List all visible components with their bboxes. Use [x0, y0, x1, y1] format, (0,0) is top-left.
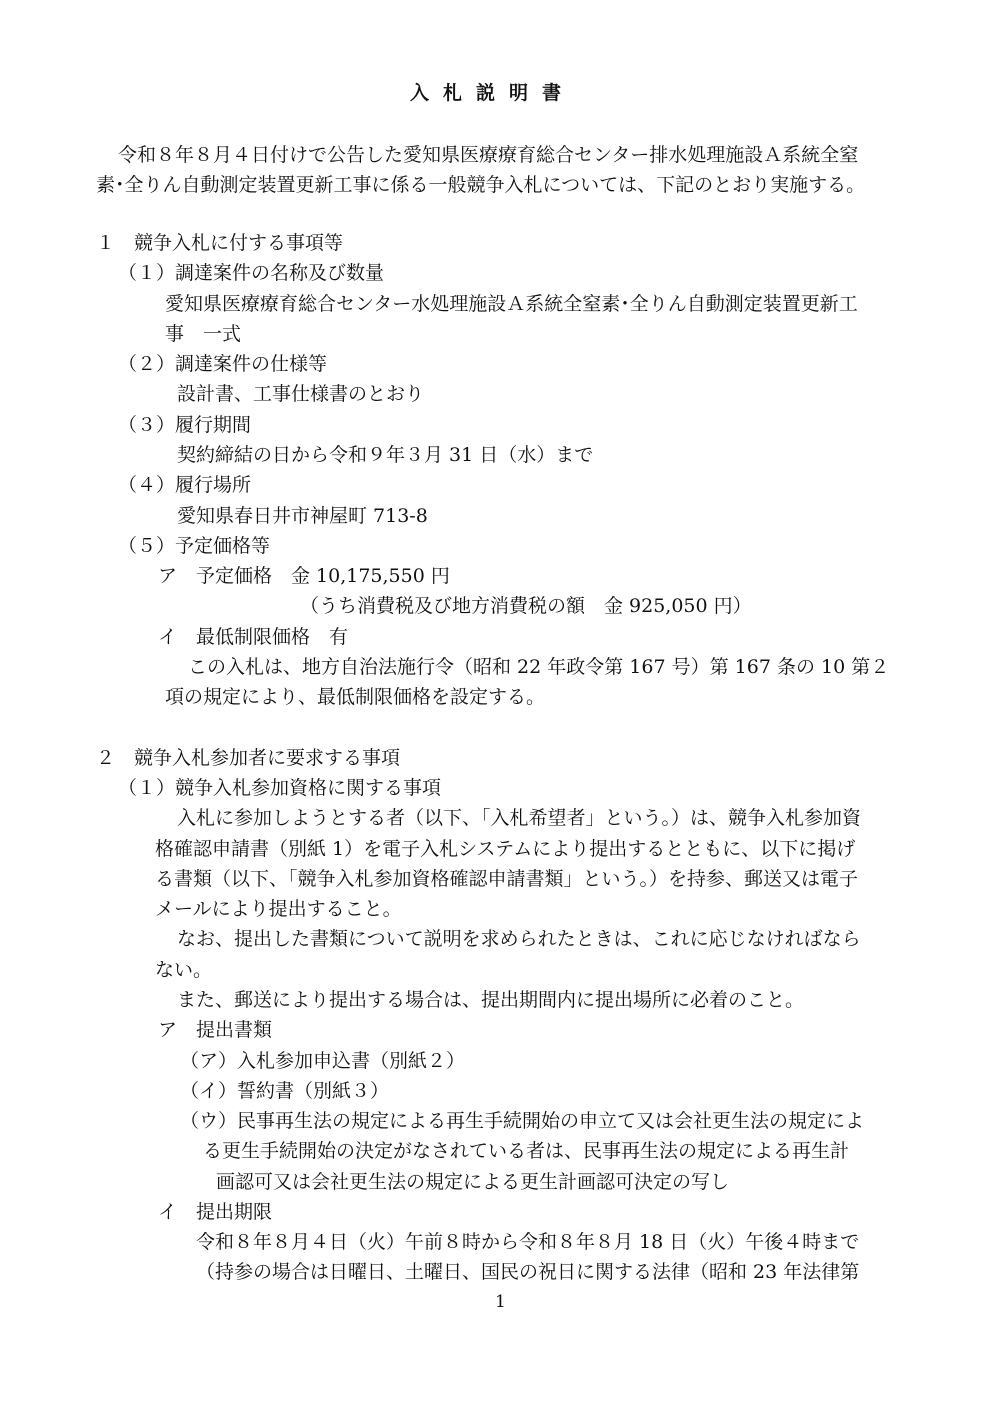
s2-item1-head: （１）競争入札参加資格に関する事項	[118, 777, 442, 799]
s2-para2-line-2: ない。	[155, 959, 213, 981]
s2-para1-line-3: る書類（以下、「競争入札参加資格確認申請書類」という。）を持参、郵送又は電子	[155, 868, 859, 890]
s1-item5-min-body-1: この入札は、地方自治法施行令（昭和 22 年政令第 167 号）第 167 条の 10 第２	[188, 656, 890, 678]
s2-a3-line-2: る更生手続開始の決定がなされている者は、民事再生法の規定による再生計	[203, 1140, 850, 1162]
s2-a2: （イ）誓約書（別紙３）	[180, 1080, 390, 1102]
intro-line-1: 令和８年８月４日付けで公告した愛知県医療療育総合センター排水処理施設Ａ系統全窒	[118, 144, 859, 166]
s2-para1-line-1: 入札に参加しようとする者（以下、「入札希望者」という。）は、競争入札参加資	[177, 807, 862, 829]
s2-para1-line-2: 格確認申請書（別紙 1）を電子入札システムにより提出するとともに、以下に掲げ	[155, 838, 856, 860]
s1-item5-tax: （うち消費税及び地方消費税の額 金 925,050 円）	[300, 595, 752, 617]
document-title: 入札説明書	[410, 82, 576, 104]
s2-para3: また、郵送により提出する場合は、提出期間内に提出場所に必着のこと。	[177, 989, 805, 1011]
s2-i-body-1: 令和８年８月４日（火）午前８時から令和８年８月 18 日（火）午後４時まで	[196, 1231, 860, 1253]
s2-a-head: ア 提出書類	[158, 1019, 273, 1041]
s1-item5-min-body-2: 項の規定により、最低制限価格を設定する。	[165, 686, 546, 708]
s1-item2-head: （２）調達案件の仕様等	[118, 353, 328, 375]
s2-a3-line-1: （ウ）民事再生法の規定による再生手続開始の申立て又は会社更生法の規定によ	[180, 1110, 865, 1132]
s2-a3-line-3: 画認可又は会社更生法の規定による更生計画認可決定の写し	[216, 1171, 730, 1193]
s1-item4-head: （４）履行場所	[118, 474, 252, 496]
s1-item4-body: 愛知県春日井市神屋町 713-8	[177, 505, 428, 527]
s1-item3-head: （３）履行期間	[118, 414, 252, 436]
s1-item1-body-2: 事 一式	[165, 323, 242, 345]
s2-para1-line-4: メールにより提出すること。	[155, 898, 402, 920]
s1-item5-head: （５）予定価格等	[118, 535, 271, 557]
s1-item1-body-1: 愛知県医療療育総合センター水処理施設Ａ系統全窒素･全りん自動測定装置更新工	[165, 293, 858, 315]
s2-para2-line-1: なお、提出した書類について説明を求められたときは、これに応じなければなら	[177, 928, 861, 950]
s1-item5-min-price: イ 最低制限価格 有	[158, 626, 349, 648]
section2-heading: ２ 競争入札参加者に要求する事項	[96, 747, 401, 769]
intro-line-2: 素･全りん自動測定装置更新工事に係る一般競争入札については、下記のとおり実施する。	[96, 174, 866, 196]
s2-i-head: イ 提出期限	[158, 1201, 273, 1223]
section1-heading: １ 競争入札に付する事項等	[96, 232, 344, 254]
s2-i-body-2: （持参の場合は日曜日、土曜日、国民の祝日に関する法律（昭和 23 年法律第	[196, 1261, 860, 1283]
s1-item1-head: （１）調達案件の名称及び数量	[118, 262, 385, 284]
s1-item2-body: 設計書、工事仕様書のとおり	[177, 383, 425, 405]
s2-a1: （ア）入札参加申込書（別紙２）	[180, 1050, 466, 1072]
s1-item3-body: 契約締結の日から令和９年３月 31 日（水）まで	[177, 444, 594, 466]
page-number: 1	[495, 1292, 506, 1312]
s1-item5-planned-price: ア 予定価格 金 10,175,550 円	[158, 565, 450, 587]
